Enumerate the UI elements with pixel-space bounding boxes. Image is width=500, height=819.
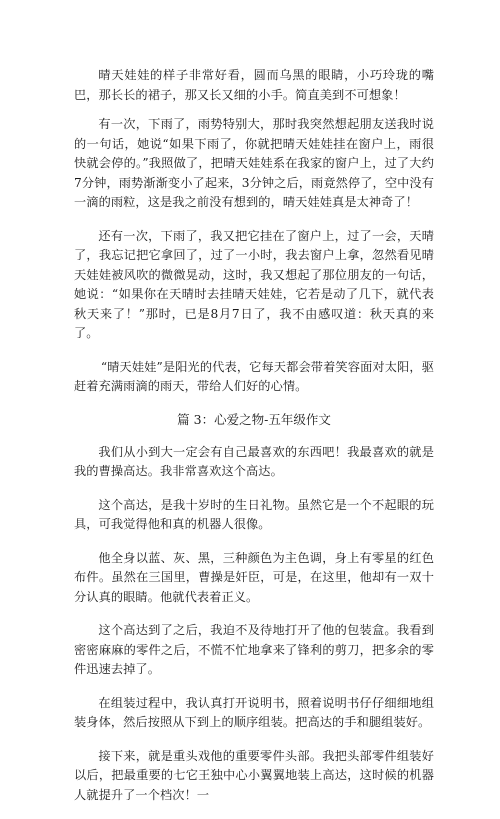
paragraph-gundam-gift: 这个高达，是我十岁时的生日礼物。虽然它是一个不起眼的玩具，可我觉得他和真的机器人很像。 bbox=[74, 497, 434, 531]
paragraph-gundam-assembly: 在组装过程中，我认真打开说明书，照着说明书仔仔细细地组装身体，然后按照从下到上的顺序组装。把高达的手和腿组装好。 bbox=[74, 695, 434, 729]
document-body bbox=[74, 66, 434, 819]
paragraph-gundam-colors: 他全身以蓝、灰、黑，三种颜色为主色调，身上有零星的红色布件。虽然在三国里，曹操是奸臣，可是，在这里，他却有一双十分认真的眼睛。他就代表着正义。 bbox=[74, 550, 434, 604]
paragraph-gundam-head: 接下来，就是重头戏他的重要零件头部。我把头部零件组装好以后，把最重要的七它王独中心小翼翼地装上高达，这时候的机器人就提升了一个档次！一 bbox=[74, 748, 434, 802]
paragraph-doll-appearance: 晴天娃娃的样子非常好看，圆而乌黑的眼睛，小巧玲珑的嘴巴，那长长的裙子，那又长又细的小手。简直美到不可想象！ bbox=[74, 68, 434, 102]
paragraph-doll-summary: “晴天娃娃”是阳光的代表，它每天都会带着笑容面对太阳，驱赶着充满雨滴的雨天，带给人们好的心情。 bbox=[74, 359, 434, 393]
section-title: 篇 3：心爱之物-五年级作文 bbox=[177, 411, 331, 427]
paragraph-gundam-unboxing: 这个高达到了之后，我迫不及待地打开了他的包装盒。我看到密密麻麻的零件之后，不慌不忙地拿来了锋利的剪刀，把多余的零件迅速去掉了。 bbox=[74, 623, 434, 676]
paragraph-gundam-intro: 我们从小到大一定会有自己最喜欢的东西吧！我最喜欢的就是我的曹操高达。我非常喜欢这个高达。 bbox=[74, 444, 434, 478]
paragraph-rain-story-1: 有一次，下雨了，雨势特别大，那时我突然想起朋友送我时说的一句话，她说“如果下雨了，你就把晴天娃娃挂在窗户上，雨很快就会停的。”我照做了，把晴天娃娃系在我家的窗户上，过了大约7分钟，雨势渐渐变小了起来，3分钟之后，雨竟然停了，空中没有一滴的雨粒，这是我之前没有想到的，晴天娃娃真是太神奇了！ bbox=[74, 117, 434, 209]
paragraph-rain-story-2: 还有一次，下雨了，我又把它挂在了窗户上，过了一会，天晴了，我忘记把它拿回了，过了一小时，我去窗户上拿，忽然看见晴天娃娃被风吹的微微晃动，这时，我又想起了那位朋友的一句话，她说：“如果你在天晴时去挂晴天娃娃，它若是动了几下，就代表秋天来了！”那时，已是8月7日了，我不由感叹道：秋天真的来了。 bbox=[74, 228, 434, 340]
